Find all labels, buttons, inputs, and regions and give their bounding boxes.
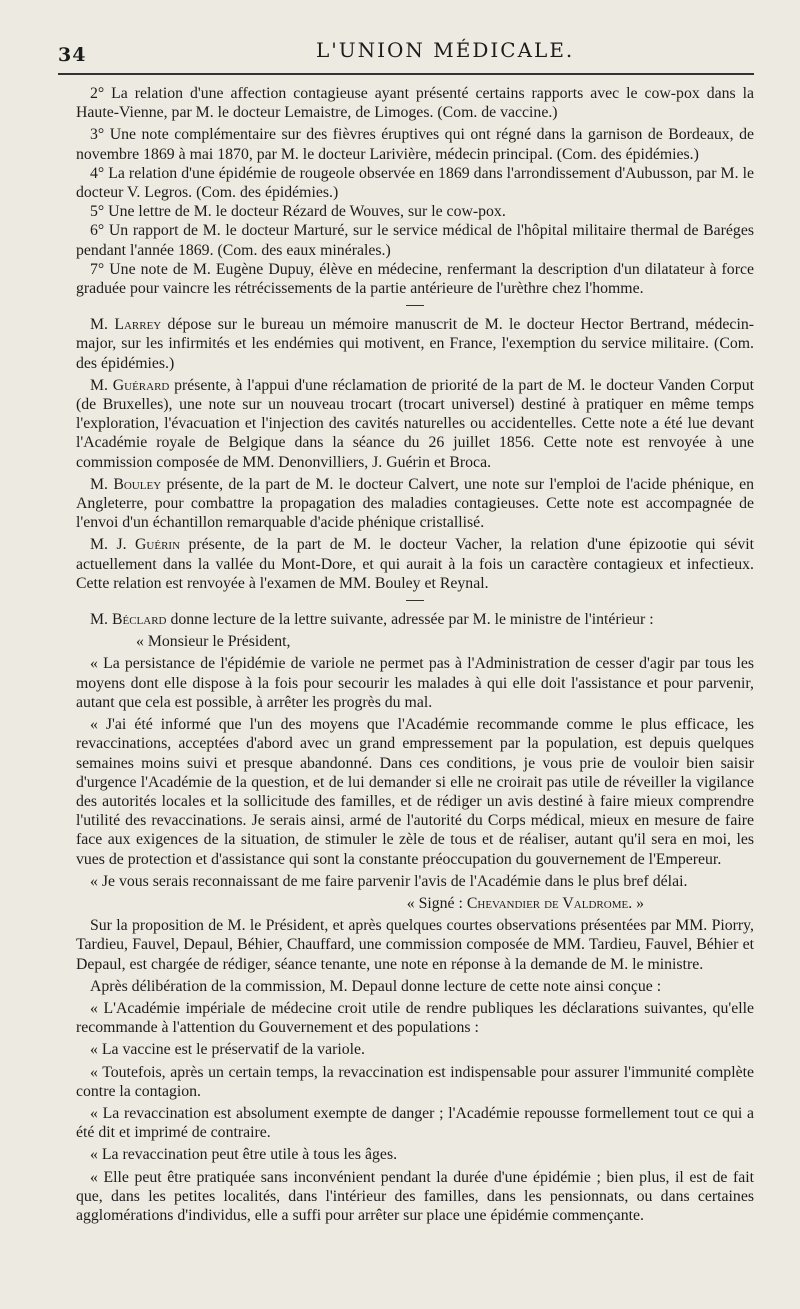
note-paragraph: « Elle peut être pratiquée sans inconvénient pendant la durée d'une épidémie ; bien plus, il est de fait que, dans les petites localités, dans l'intérieur des familles, dans les pensionnats, ou dans certaines agglomérations d'individus, elle a suffi pour arrêter sur place une épidémie commençante. bbox=[76, 1168, 754, 1224]
letter-paragraph: « J'ai été informé que l'un des moyens que l'Académie recommande comme le plus efficace, les revaccinations, acceptées d'abord avec un grand empressement par la population, est depuis quelques semaines moins suivi et presque abandonné. Dans ces conditions, je vous prie de vouloir bien saisir d'urgence l'Académie de la question, et de lui demander si elle ne croirait pas utile de réveiller la vigilance des autorités locales et la sollicitude des familles, et de rédiger un avis destiné à faire mieux comprendre l'utilité des revaccinations. Je serais ainsi, armé de l'autorité du Corps médical, mieux en mesure de faire face aux exigences de la situation, de stimuler le zèle de tous et de réaliser, autant qu'il sera en moi, les vues de protection et d'assistance qui sont la constante préoccupation du gouvernement de l'Empereur. bbox=[76, 716, 754, 868]
item-paragraph: 3° Une note complémentaire sur des fièvres éruptives qui ont régné dans la garnison de Bordeaux, de novembre 1869 à mai 1870, par M. le docteur Larivière, médecin principal. (Com. des épidémies.) bbox=[76, 126, 754, 163]
signature-prefix: « Signé : bbox=[406, 894, 467, 912]
note-paragraph: « La vaccine est le préservatif de la variole. bbox=[90, 1041, 365, 1059]
deposit-paragraph bbox=[76, 315, 754, 373]
note-paragraph: « La revaccination peut être utile à tous les âges. bbox=[90, 1146, 398, 1164]
section-separator bbox=[406, 305, 424, 306]
deposit-text: présente, de la part de M. le docteur Calvert, une note sur l'emploi de l'acide phénique, en Angleterre, pour combattre la propagation des maladies contagieuses. Cette note est accompagnée de l'envoi d'un échantillon remarquable d'acide phénique cristallisé. bbox=[76, 475, 754, 532]
section-separator bbox=[406, 600, 424, 601]
speaker-prefix: M. bbox=[90, 475, 114, 493]
speaker-name: Guérin bbox=[135, 536, 181, 554]
item-paragraph: 4° La relation d'une épidémie de rougeole observée en 1869 dans l'arrondissement d'Aubusson, par M. le docteur V. Legros. (Com. des épidémies.) bbox=[76, 164, 754, 202]
deposit-paragraph bbox=[76, 475, 754, 533]
speaker-prefix: M. bbox=[90, 316, 115, 334]
item-paragraph: 6° Un rapport de M. le docteur Marturé, sur le service médical de l'hôpital militaire thermal de Baréges pendant l'année 1869. (Com. des eaux minérales.) bbox=[76, 222, 754, 259]
proceedings-paragraph: Sur la proposition de M. le Président, et après quelques courtes observations présentées par MM. Piorry, Tardieu, Fauvel, Depaul, Béhier, Chauffard, une commission composée de MM. Tardieu, Fauvel, Béhier et Depaul, est chargée de rédiger, séance tenante, une note en réponse à la demande de M. le ministre. bbox=[76, 917, 754, 973]
item-paragraph: 2° La relation d'une affection contagieuse ayant présenté certains rapports avec le cow-pox dans la Haute-Vienne, par M. le docteur Lemaistre, de Limoges. (Com. de vaccine.) bbox=[76, 85, 754, 122]
speaker-prefix: M. J. bbox=[90, 536, 136, 554]
letter-intro-text: donne lecture de la lettre suivante, adressée par M. le ministre de l'intérieur : bbox=[166, 611, 654, 629]
item-paragraph: 5° Une lettre de M. le docteur Rézard de Wouves, sur le cow-pox. bbox=[90, 203, 506, 221]
speaker-name: Bouley bbox=[113, 475, 162, 493]
speaker-name: Béclard bbox=[111, 611, 167, 629]
letter-intro bbox=[76, 610, 754, 629]
deposit-text: dépose sur le bureau un mémoire manuscrit de M. le docteur Hector Bertrand, médecin-major, sur les infirmités et les endémies qui motivent, en France, l'exemption du service militaire. (Com. des épidémies.) bbox=[76, 316, 754, 372]
speaker-prefix: M. bbox=[90, 611, 112, 629]
page-header bbox=[58, 38, 754, 72]
letter-paragraph: « La persistance de l'épidémie de variole ne permet pas à l'Administration de cesser d'agir par tous les moyens dont elle dispose à la fois pour secourir les malades à qui elle doit l'assistance et pour parvenir, autant que cela est possible, à arrêter les progrès du mal. bbox=[76, 655, 754, 711]
article-body bbox=[76, 72, 754, 1225]
item-paragraph: 7° Une note de M. Eugène Dupuy, élève en médecine, renfermant la description d'un dilatateur à force graduée pour vaincre les rétrécissements de la partie antérieure de l'urèthre chez l'homme. bbox=[76, 260, 754, 298]
speaker-prefix: M. bbox=[90, 376, 113, 394]
deposit-text: présente, à l'appui d'une réclamation de priorité de la part de M. le docteur Vanden Corput (de Bruxelles), une note sur un nouveau trocart (trocart universel) destiné à pratiquer en même temps l'exploration, l'évacuation et l'injection des cavités naturelles ou accidentelles. Cette note a été lue devant l'Académie royale de Belgique dans la séance du 26 juillet 1856. Cette note est renvoyée à une commission composée de MM. Denonvilliers, J. Guérin et Broca. bbox=[76, 376, 754, 471]
signature-name: Chevandier de Valdrome bbox=[466, 894, 629, 912]
speaker-name: Larrey bbox=[114, 316, 162, 334]
speaker-name: Guérard bbox=[112, 376, 170, 394]
deposit-text: présente, de la part de M. le docteur Vacher, la relation d'une épizootie qui sévit actuellement dans la vallée du Mont-Dore, et qui aurait à la fois un caractère contagieux et infectieux. Cette relation est renvoyée à l'examen de MM. Bouley et Reynal. bbox=[76, 536, 754, 592]
proceedings-paragraph: Après délibération de la commission, M. Depaul donne lecture de cette note ainsi conçue : bbox=[90, 977, 662, 995]
header-rule bbox=[58, 73, 754, 75]
note-paragraph: « L'Académie impériale de médecine croit utile de rendre publiques les déclarations suivantes, qu'elle recommande à l'attention du Gouvernement et des populations : bbox=[76, 999, 754, 1037]
letter-signature bbox=[76, 894, 754, 913]
running-title: L'UNION MÉDICALE. bbox=[316, 38, 575, 62]
note-paragraph: « La revaccination est absolument exempte de danger ; l'Académie repousse formellement tout ce qui a été dit et imprimé de contraire. bbox=[76, 1104, 754, 1142]
page-number: 34 bbox=[58, 44, 87, 66]
deposit-paragraph bbox=[76, 376, 754, 472]
letter-salutation: « Monsieur le Président, bbox=[136, 633, 291, 651]
letter-paragraph: « Je vous serais reconnaissant de me faire parvenir l'avis de l'Académie dans le plus bref délai. bbox=[90, 872, 688, 890]
deposit-paragraph bbox=[76, 535, 754, 593]
signature-suffix: . » bbox=[628, 894, 644, 912]
note-paragraph: « Toutefois, après un certain temps, la revaccination est indispensable pour assurer l'immunité complète contre la contagion. bbox=[76, 1063, 754, 1100]
